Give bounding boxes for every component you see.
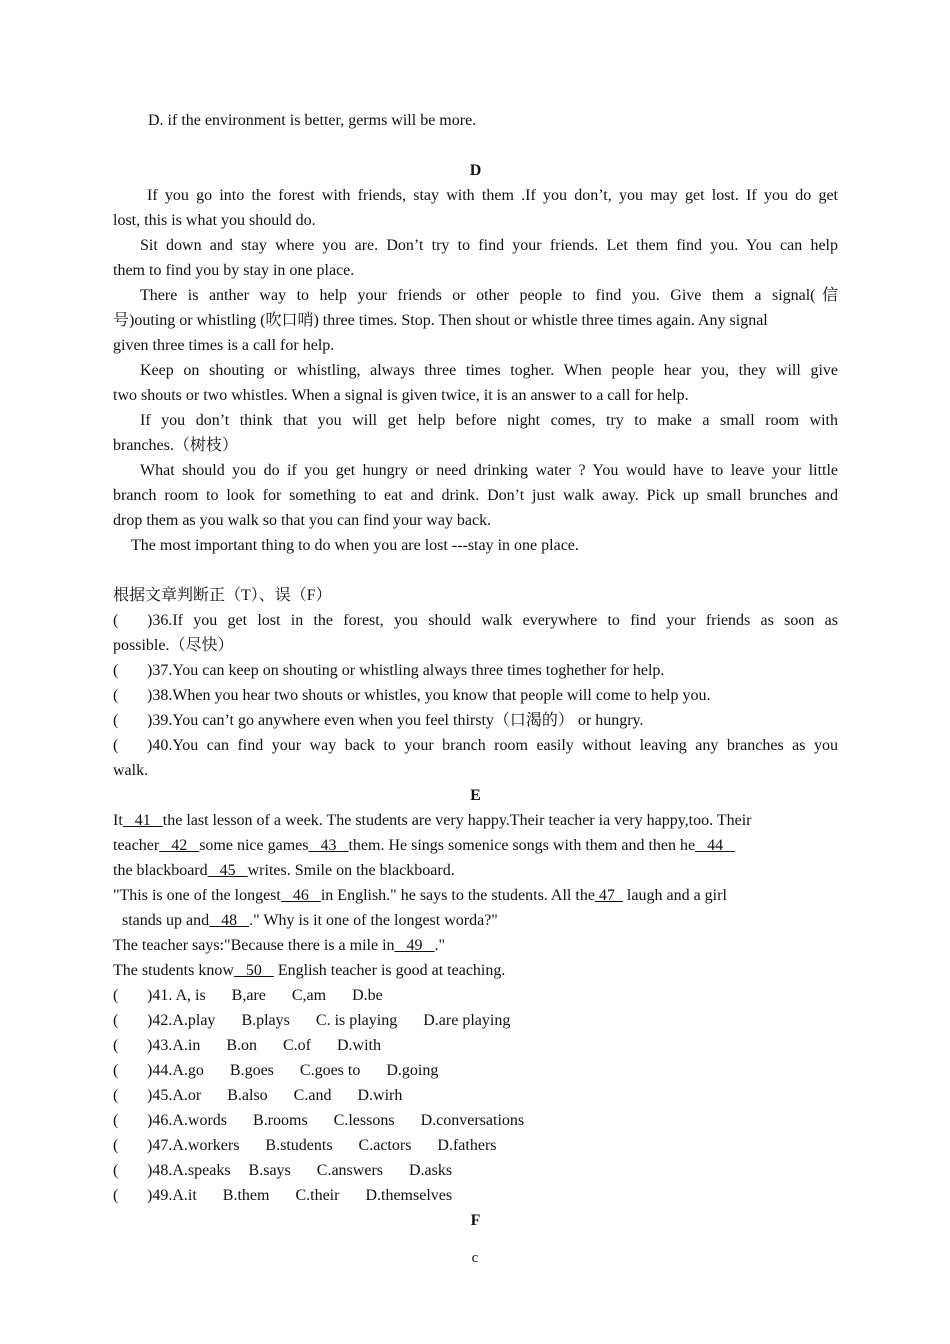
cloze-line [113, 933, 838, 958]
passage-line: The most important thing to do when you are lost ---stay in one place. [131, 537, 579, 554]
option-d: D.be [352, 987, 383, 1004]
cloze-text: the last lesson of a week. The students are very happy.Their teacher ia very happy,too. Their [162, 812, 752, 829]
cloze-text: some nice games [199, 837, 309, 854]
section-e-heading: E [470, 787, 481, 804]
question-number-option-a: )42.A.play [147, 1012, 216, 1029]
passage-line: 号)outing or whistling (吹口哨) three times. Stop. Then shout or whistle three times again. Any signal [113, 312, 768, 329]
question-number-option-a: )48.A.speaks [147, 1162, 231, 1179]
cloze-text: English teacher is good at teaching. [273, 962, 506, 979]
passage-line: lost, this is what you should do. [113, 212, 316, 229]
option-c: C.actors [358, 1137, 412, 1154]
passage-line: If you go into the forest with friends, stay with them .If you don’t, you may get lost. If you do get [147, 187, 838, 204]
answer-paren: ( [113, 1037, 119, 1054]
answer-paren: ( [113, 612, 119, 629]
answer-paren: ( [113, 662, 119, 679]
option-b: B.also [227, 1087, 268, 1104]
cloze-line [113, 908, 838, 933]
blank-45: 45 [207, 862, 248, 879]
passage-line: drop them as you walk so that you can find your way back. [113, 512, 492, 529]
question-number-option-a: )41. A, is [147, 987, 206, 1004]
mc-question-43 [113, 1033, 838, 1058]
mc-question-46 [113, 1108, 838, 1133]
option-d: D.conversations [420, 1112, 525, 1129]
cloze-text: The students know [113, 962, 234, 979]
question-number-option-a: )47.A.workers [147, 1137, 240, 1154]
answer-paren: ( [113, 1012, 119, 1029]
passage-line: two shouts or two whistles. When a signal is given twice, it is an answer to a call for help. [113, 387, 689, 404]
question-number-option-a: )45.A.or [147, 1087, 202, 1104]
cloze-line [113, 883, 838, 908]
cloze-text: ." [434, 937, 446, 954]
option-c: C.goes to [299, 1062, 361, 1079]
true-false-title: 根据文章判断正（T）、误（F） [113, 587, 332, 604]
question-text: )36.If you get lost in the forest, you should walk everywhere to find your friends as soon as [147, 612, 838, 629]
blank-42: 42 [159, 837, 200, 854]
option-b: B.students [265, 1137, 333, 1154]
cloze-text: teacher [113, 837, 160, 854]
tf-question-37 [113, 658, 838, 683]
question-text: )37.You can keep on shouting or whistling always three times toghether for help. [147, 662, 665, 679]
passage-line: branch room to look for something to eat and drink. Don’t just walk away. Pick up small brunches and [113, 487, 838, 504]
mc-question-44 [113, 1058, 838, 1083]
cloze-line [113, 858, 838, 883]
option-d: D.with [337, 1037, 381, 1054]
passage-line: branches.（树枝） [113, 437, 238, 454]
section-f-heading: F [470, 1212, 481, 1229]
answer-paren: ( [113, 1112, 119, 1129]
passage-line: them to find you by stay in one place. [113, 262, 355, 279]
cloze-text: The teacher says:"Because there is a mile in [113, 937, 395, 954]
question-number-option-a: )49.A.it [147, 1187, 197, 1204]
option-d: D.themselves [365, 1187, 453, 1204]
cloze-text: in English." he says to the students. All the [320, 887, 595, 904]
option-c: C.lessons [333, 1112, 395, 1129]
mc-question-47 [113, 1133, 838, 1158]
blank-47: 47 [594, 887, 623, 904]
option-c: C. is playing [315, 1012, 398, 1029]
mc-question-48 [113, 1158, 838, 1183]
question-text-cont: possible.（尽快） [113, 637, 234, 654]
answer-paren: ( [113, 1087, 119, 1104]
tf-question-39 [113, 708, 838, 733]
blank-49: 49 [394, 937, 435, 954]
tf-question-40 [113, 733, 838, 758]
passage-line: There is anther way to help your friends or other people to find you. Give them a signal(信 [140, 287, 839, 304]
option-b: B.rooms [253, 1112, 308, 1129]
blank-43: 43 [308, 837, 349, 854]
passage-line: Sit down and stay where you are. Don’t try to find your friends. Let them find you. You can help [140, 237, 838, 254]
blank-41: 41 [122, 812, 163, 829]
question-number-option-a: )44.A.go [147, 1062, 204, 1079]
cloze-line [113, 958, 838, 983]
answer-paren: ( [113, 987, 119, 1004]
cloze-text: stands up and [122, 912, 210, 929]
cloze-line [113, 833, 838, 858]
option-b: B.says [248, 1162, 291, 1179]
blank-48: 48 [209, 912, 250, 929]
option-d: D.fathers [437, 1137, 497, 1154]
document-page [113, 108, 838, 1233]
cloze-line [113, 808, 838, 833]
question-text: )40.You can find your way back to your branch room easily without leaving any branches as you [147, 737, 838, 754]
passage-line: If you don’t think that you will get help before night comes, try to make a small room with [140, 412, 838, 429]
answer-paren: ( [113, 1137, 119, 1154]
page-footer: c [471, 1250, 479, 1266]
answer-paren: ( [113, 1187, 119, 1204]
blank-46: 46 [280, 887, 321, 904]
option-d: D.wirh [357, 1087, 403, 1104]
passage-line: given three times is a call for help. [113, 337, 335, 354]
blank-44: 44 [695, 837, 736, 854]
option-b: B,are [231, 987, 266, 1004]
mc-question-45 [113, 1083, 838, 1108]
option-d: D.are playing [423, 1012, 511, 1029]
mc-question-49 [113, 1183, 838, 1208]
question-text: )39.You can’t go anywhere even when you feel thirsty（口渴的） or hungry. [147, 712, 644, 729]
tf-question-36 [113, 608, 838, 633]
answer-paren: ( [113, 1062, 119, 1079]
option-b: B.them [222, 1187, 270, 1204]
question-text: )38.When you hear two shouts or whistles, you know that people will come to help you. [147, 687, 711, 704]
passage-line: What should you do if you get hungry or need drinking water ? You would have to leave your little [140, 462, 838, 479]
answer-paren: ( [113, 737, 119, 754]
option-d-line: D. if the environment is better, germs will be more. [148, 112, 477, 129]
cloze-text: laugh and a girl [622, 887, 727, 904]
option-b: B.on [226, 1037, 257, 1054]
blank-50: 50 [233, 962, 274, 979]
option-c: C.their [295, 1187, 340, 1204]
question-number-option-a: )46.A.words [147, 1112, 227, 1129]
mc-question-42 [113, 1008, 838, 1033]
option-d: D.asks [409, 1162, 453, 1179]
cloze-text: ." Why is it one of the longest worda?" [249, 912, 498, 929]
answer-paren: ( [113, 712, 119, 729]
option-c: C.and [293, 1087, 332, 1104]
option-b: B.plays [241, 1012, 290, 1029]
cloze-text: them. He sings somenice songs with them and then he [348, 837, 696, 854]
option-b: B.goes [229, 1062, 274, 1079]
cloze-text: writes. Smile on the blackboard. [247, 862, 455, 879]
answer-paren: ( [113, 1162, 119, 1179]
tf-question-38 [113, 683, 838, 708]
option-c: C,am [291, 987, 327, 1004]
mc-question-41 [113, 983, 838, 1008]
question-text-cont: walk. [113, 762, 149, 779]
answer-paren: ( [113, 687, 119, 704]
question-number-option-a: )43.A.in [147, 1037, 201, 1054]
cloze-text: the blackboard [113, 862, 208, 879]
cloze-text: "This is one of the longest [113, 887, 281, 904]
cloze-text: It [113, 812, 123, 829]
passage-line: Keep on shouting or whistling, always three times togher. When people hear you, they will give [140, 362, 838, 379]
section-d-heading: D [469, 162, 482, 179]
option-c: C.answers [316, 1162, 383, 1179]
option-d: D.going [386, 1062, 439, 1079]
option-c: C.of [283, 1037, 311, 1054]
